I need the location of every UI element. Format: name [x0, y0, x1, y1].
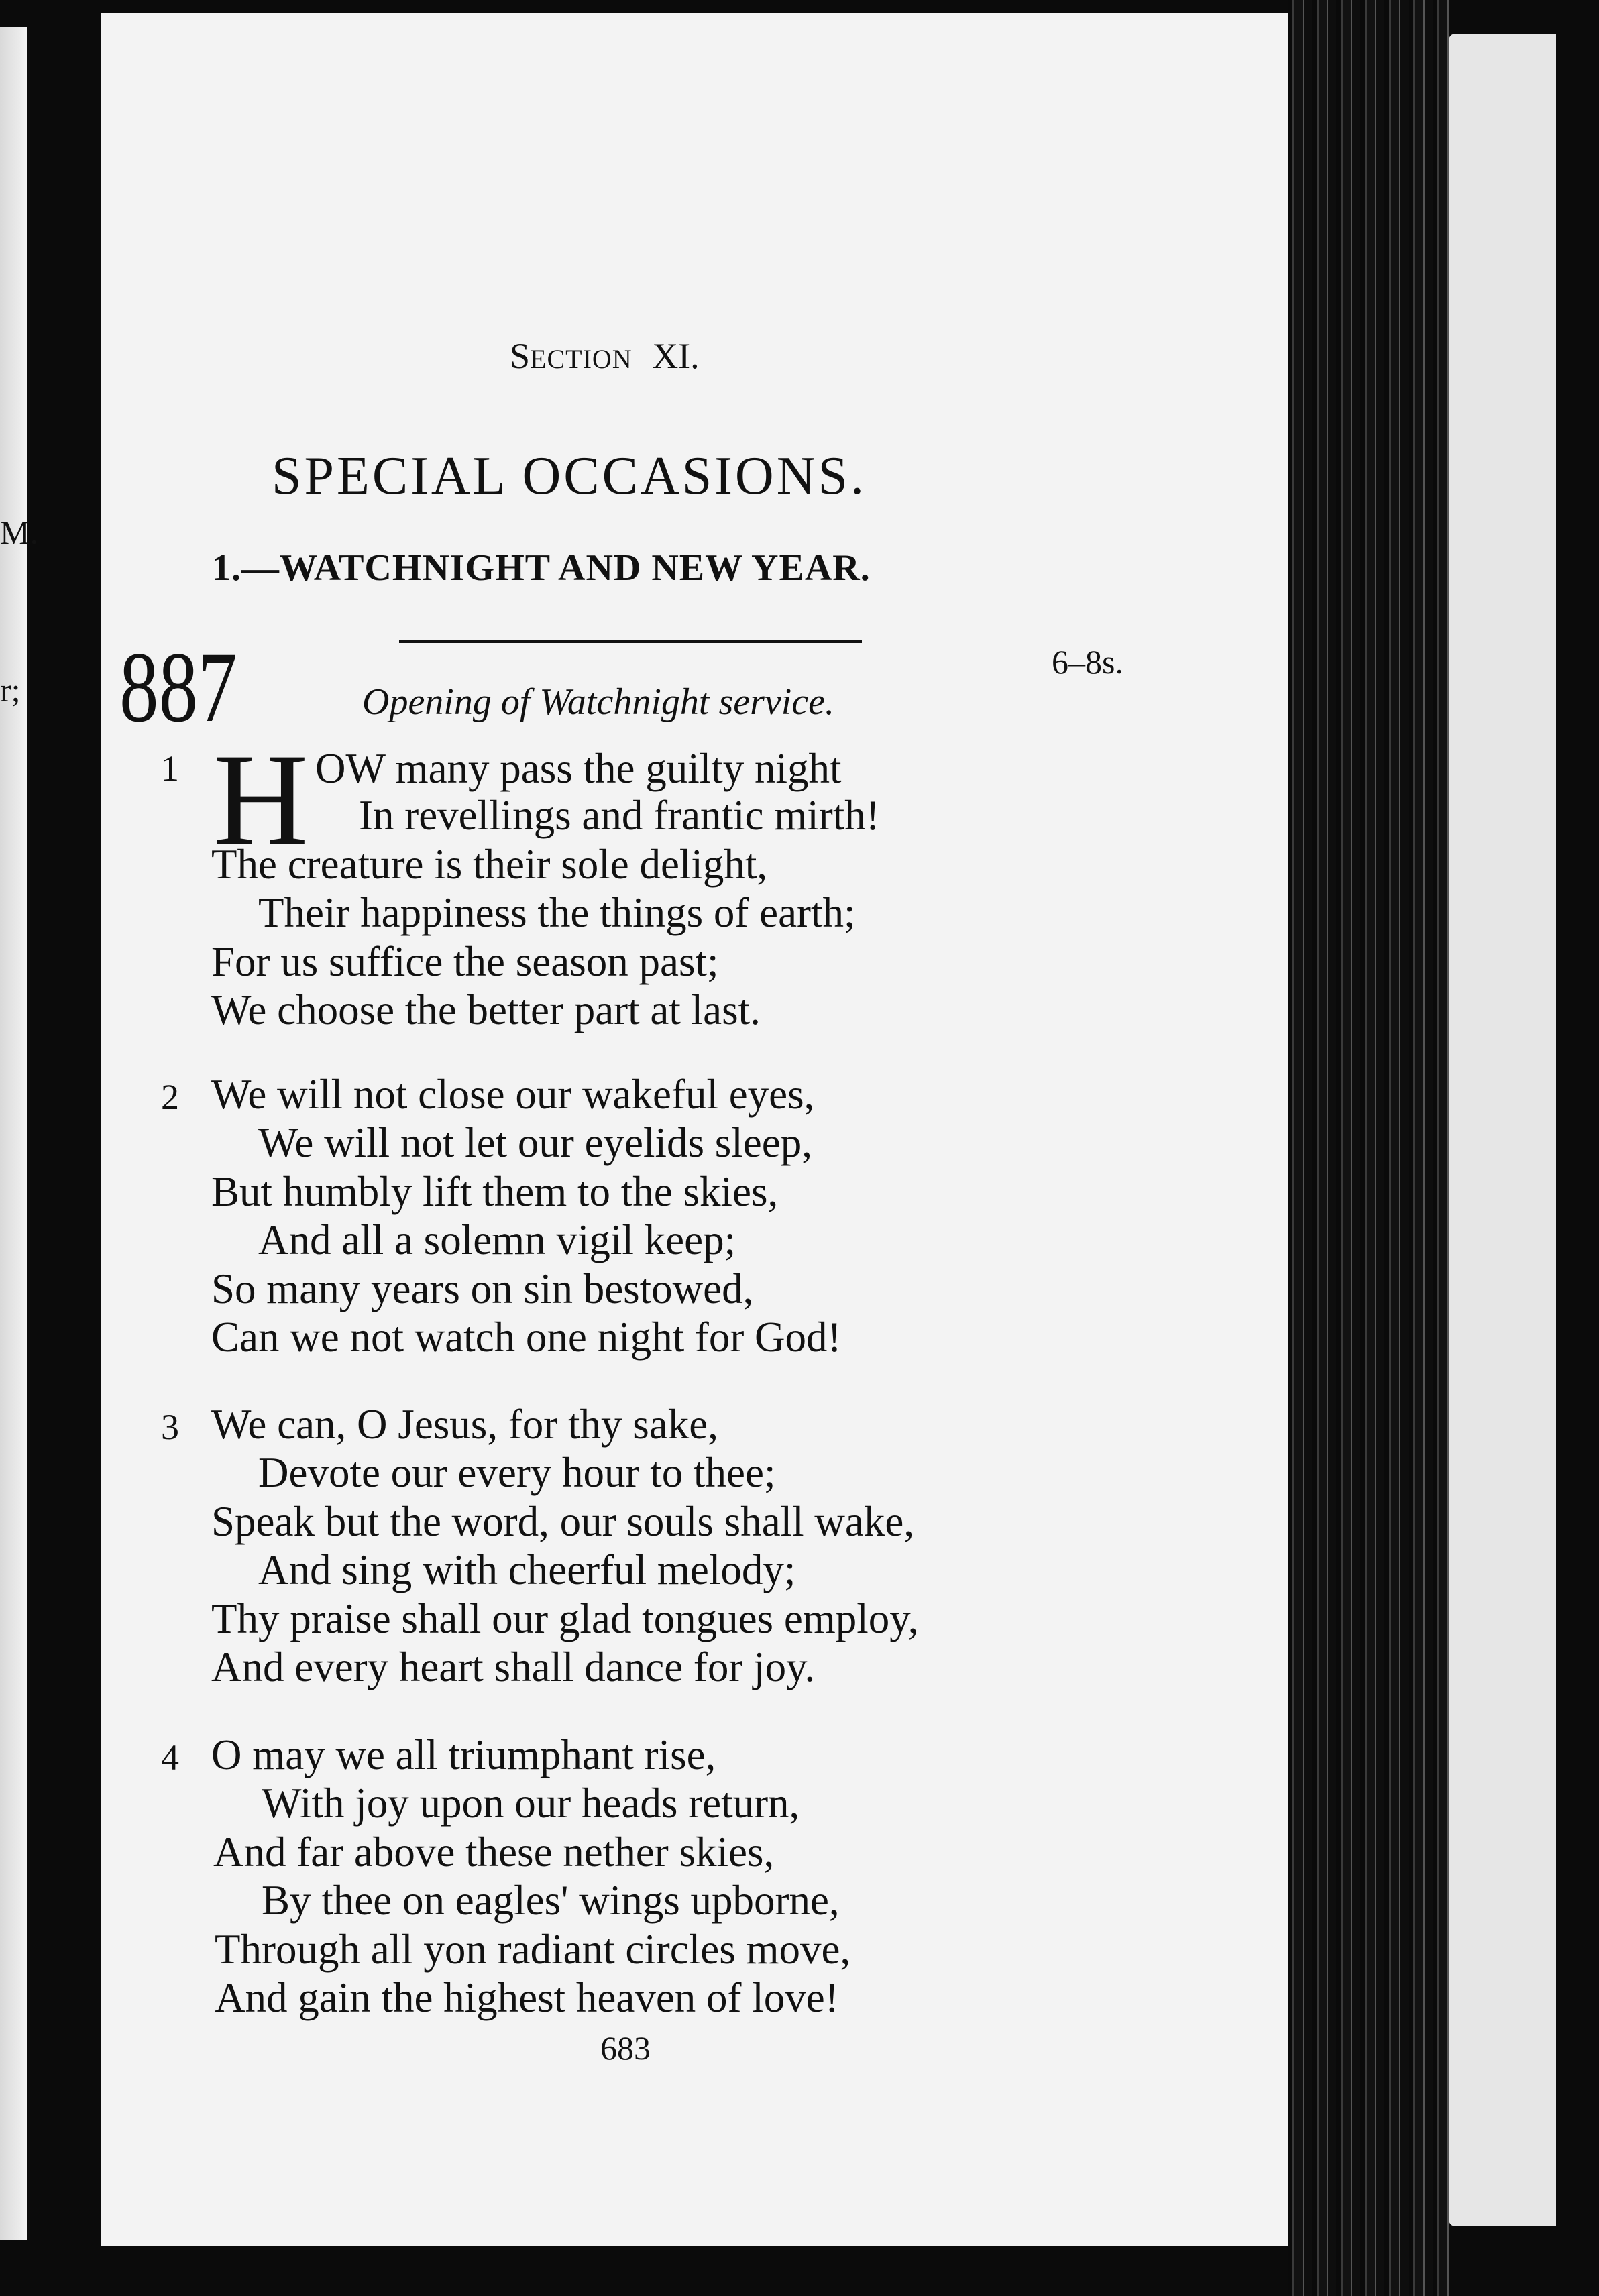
- verse-line: OW many pass the guilty night: [315, 745, 842, 792]
- page-title: SPECIAL OCCASIONS.: [272, 447, 867, 506]
- verse-line: So many years on sin bestowed,: [211, 1265, 754, 1312]
- verse-line: And every heart shall dance for joy.: [211, 1644, 816, 1690]
- right-page-sheet: [1449, 34, 1556, 2226]
- verse-line: We will not close our wakeful eyes,: [211, 1071, 815, 1118]
- verse-line: Speak but the word, our souls shall wake,: [211, 1498, 915, 1545]
- hymn-meter: 6–8s.: [1052, 643, 1123, 681]
- verse-line: We can, O Jesus, for thy sake,: [211, 1401, 718, 1448]
- subsection-title: 1.—WATCHNIGHT AND NEW YEAR.: [212, 547, 871, 589]
- verse-line: O may we all triumphant rise,: [211, 1731, 716, 1778]
- verse-number: 4: [161, 1737, 179, 1778]
- page-number: 683: [600, 2029, 651, 2067]
- verse-line: And all a solemn vigil keep;: [258, 1216, 736, 1263]
- verse-number: 3: [161, 1407, 179, 1447]
- verse-line: And gain the highest heaven of love!: [215, 1974, 839, 2021]
- verse-line: In revellings and frantic mirth!: [359, 792, 880, 839]
- left-page-edge: [0, 27, 27, 2240]
- verse-line: Their happiness the things of earth;: [258, 889, 856, 936]
- section-heading: SECTION XI.: [510, 336, 700, 376]
- verse-line: Thy praise shall our glad tongues employ,: [211, 1595, 919, 1642]
- verse-line: And far above these nether skies,: [213, 1829, 775, 1876]
- verse-line: With joy upon our heads return,: [262, 1780, 800, 1827]
- hymn-occasion: Opening of Watchnight service.: [362, 681, 835, 723]
- verse-line: Through all yon radiant circles move,: [215, 1926, 851, 1973]
- divider-rule: [399, 640, 862, 643]
- verse-line: Can we not watch one night for God!: [211, 1314, 842, 1361]
- book-page-edges: [1288, 0, 1449, 2296]
- verse-line: We will not let our eyelids sleep,: [258, 1119, 812, 1166]
- verse-line: But humbly lift them to the skies,: [211, 1168, 779, 1215]
- verse-line: And sing with cheerful melody;: [258, 1546, 796, 1593]
- drop-cap: H: [213, 727, 309, 872]
- verse-number: 2: [161, 1077, 179, 1117]
- verse-line: We choose the better part at last.: [211, 986, 761, 1033]
- verse-line: For us suffice the season past;: [211, 938, 719, 985]
- hymn-number: 887: [119, 632, 237, 743]
- verse-line: By thee on eagles' wings upborne,: [262, 1877, 840, 1924]
- verse-line: Devote our every hour to thee;: [258, 1449, 776, 1496]
- verse-line: The creature is their sole delight,: [211, 841, 768, 888]
- left-page-fragment: M.: [0, 514, 38, 551]
- left-page-fragment: r;: [0, 671, 21, 709]
- verse-number: 1: [161, 748, 179, 789]
